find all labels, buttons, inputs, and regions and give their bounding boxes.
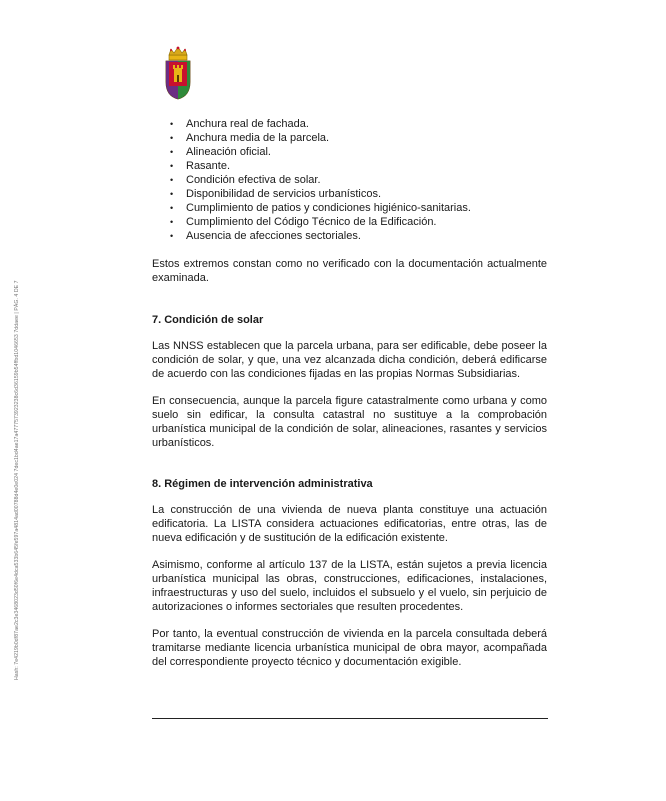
section-7-paragraph-2: En consecuencia, aunque la parcela figure catastralmente como urbana y como suelo sin edificar, la consulta catastral no sustituye a la comprobación urbanística municipal de la condición de solar, alineaciones, rasantes y servicios urbanísticos. [152,395,547,449]
list-item: • Cumplimiento del Código Técnico de la Edificación. [152,215,547,229]
coat-of-arms-logo [163,46,193,100]
document-body [152,117,547,669]
section-7-heading: 7. Condición de solar [152,314,264,326]
footer-rule [152,718,548,719]
list-item: • Rasante. [152,159,547,173]
section-8-paragraph-3: Por tanto, la eventual construcción de vivienda en la parcela consultada deberá tramitarse mediante licencia urbanística municipal de obra mayor, acompañada del correspondiente proyecto técnico y documentación exigible. [152,628,547,668]
list-item: • Ausencia de afecciones sectoriales. [152,229,547,243]
list-item: • Condición efectiva de solar. [152,173,547,187]
requirements-list [152,117,547,243]
list-item: • Disponibilidad de servicios urbanísticos. [152,187,547,201]
paragraph-verification: Estos extremos constan como no verificado con la documentación actualmente examinada. [152,258,547,284]
list-item: • Anchura real de fachada. [152,117,547,131]
section-7-paragraph-1: Las NNSS establecen que la parcela urbana, para ser edificable, debe poseer la condición de solar, y que, una vez alcanzada dicha condición, deberá edificarse de acuerdo con las condiciones fijadas en las propias Normas Subsidiarias. [152,340,547,380]
section-8-paragraph-2: Asimismo, conforme al artículo 137 de la LISTA, están sujetos a previa licencia urbanística municipal las obras, construcciones, edificaciones, instalaciones, infraestructuras y uso del suelo, incluidos el subsuelo y el vuelo, sin perjuicio de autorizaciones o informes sectoriales que resulten procedentes. [152,559,547,613]
document-hash-sidebar: Hash: 7e4219b0df87ae2c3e3468023d50f6e4dca533b645fe597a4814ad00788d4e0e024 7dec1bd4ae17a4777573923238c6d36159b54ffbd1046653 7ddaee | PÁG. 4 DE 7 [14,280,20,680]
list-item: • Anchura media de la parcela. [152,131,547,145]
section-8-heading: 8. Régimen de intervención administrativa [152,478,373,490]
section-8-paragraph-1: La construcción de una vivienda de nueva planta constituye una actuación edificatoria. La LISTA considera actuaciones edificatorias, entre otras, las de nueva edificación y de sustitución de la edificación existente. [152,504,547,544]
list-item: • Alineación oficial. [152,145,547,159]
list-item: • Cumplimiento de patios y condiciones higiénico-sanitarias. [152,201,547,215]
